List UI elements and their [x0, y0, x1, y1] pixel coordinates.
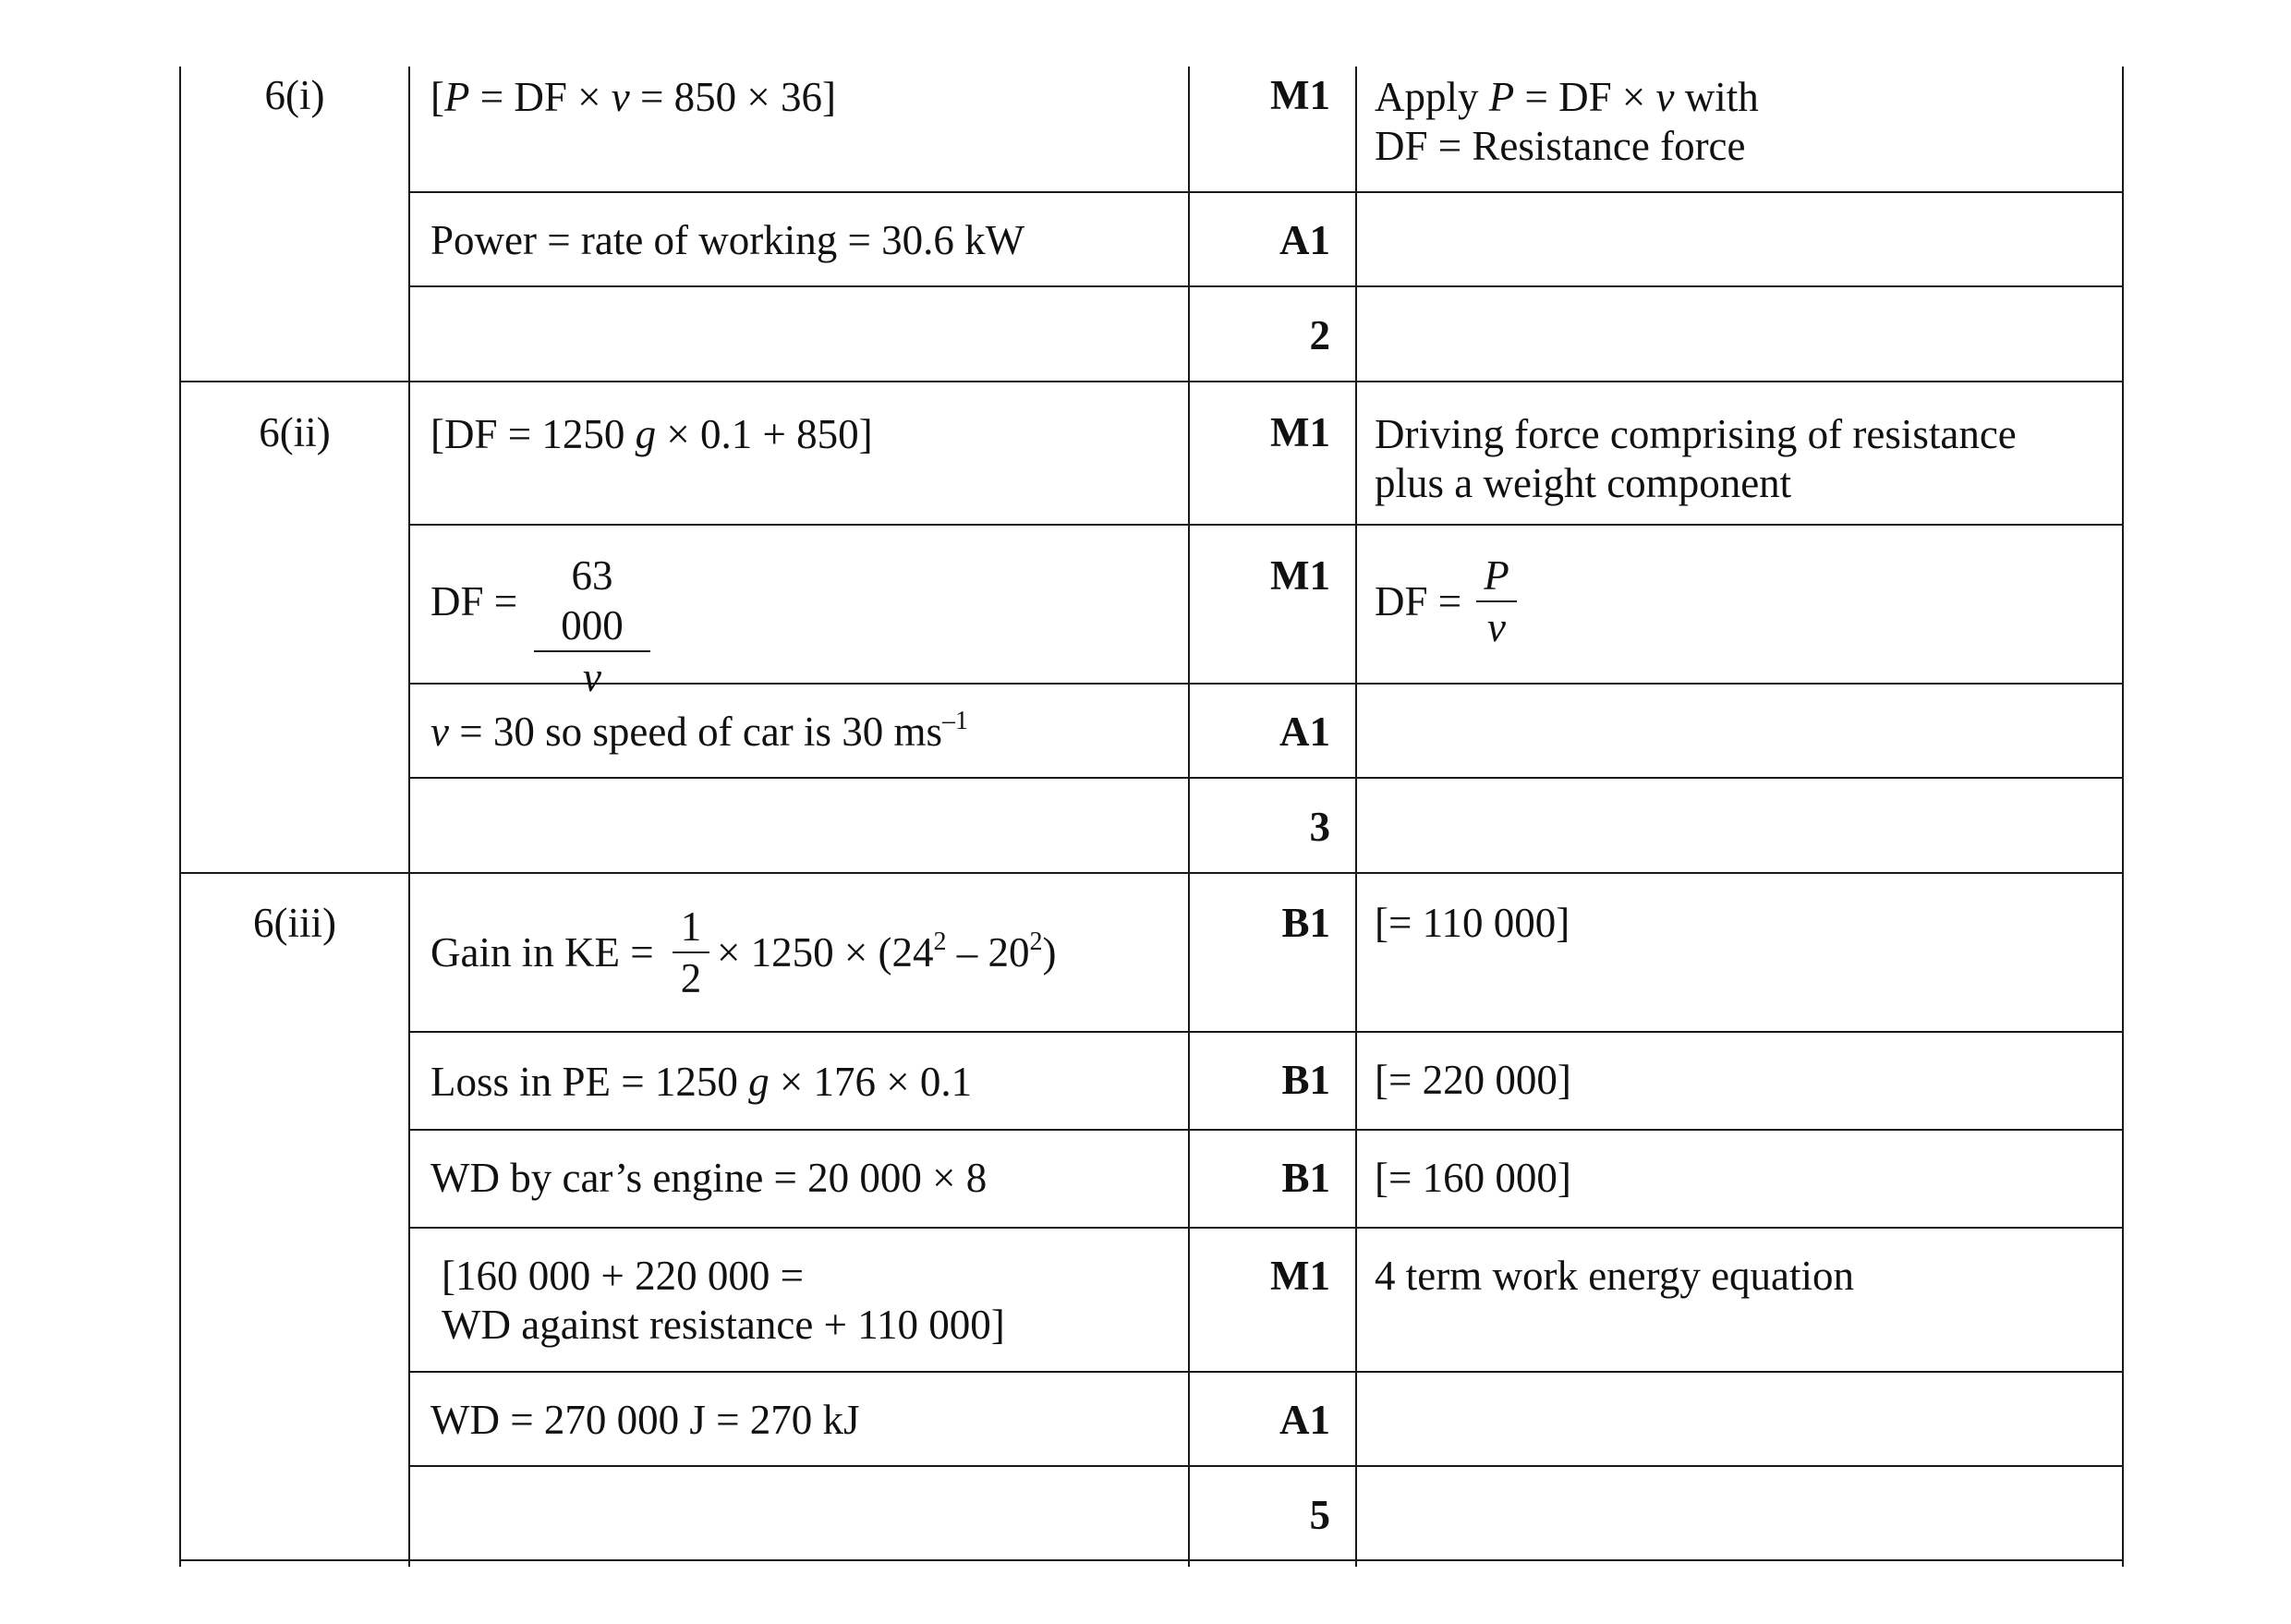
fraction-numerator: P — [1484, 552, 1509, 599]
mark-code: A1 — [1279, 709, 1330, 755]
fraction-denominator: v — [534, 650, 650, 702]
answer-cell — [430, 72, 836, 122]
guidance-cell — [1375, 72, 1759, 122]
row-divider — [408, 683, 2124, 685]
guidance-text: Driving force comprising of resistance — [1375, 411, 2017, 457]
answer-text: Loss in PE = 1250 — [430, 1059, 749, 1105]
row-divider — [408, 777, 2124, 779]
table-border-marks — [1355, 67, 1357, 1567]
answer-superscript: 2 — [1029, 927, 1043, 956]
answer-fraction — [534, 551, 650, 702]
answer-text: × 0.1 + 850] — [656, 411, 873, 457]
table-border-left — [179, 67, 181, 1567]
section-divider — [179, 872, 2124, 874]
table-border-question — [408, 67, 410, 1567]
mark-code: B1 — [1281, 1057, 1330, 1103]
answer-superscript: 2 — [933, 927, 947, 956]
guidance-prefix: DF = — [1375, 578, 1462, 624]
answer-variable: g — [635, 411, 657, 457]
question-number: 6(iii) — [253, 900, 336, 946]
answer-cell — [717, 927, 1057, 984]
answer-variable: v — [611, 74, 630, 120]
answer-variable: g — [748, 1059, 770, 1105]
row-divider — [408, 1129, 2124, 1131]
answer-text: [160 000 + 220 000 = — [442, 1253, 804, 1299]
guidance-text: Apply — [1375, 74, 1489, 120]
guidance-text: = DF × — [1514, 74, 1656, 120]
row-divider — [408, 1227, 2124, 1229]
answer-prefix: DF = — [430, 578, 518, 624]
answer-text: [DF = 1250 — [430, 411, 636, 457]
answer-cell — [430, 1057, 972, 1107]
answer-cell: WD = 270 000 J = 270 kJ — [430, 1397, 860, 1443]
mark-code: M1 — [1270, 72, 1330, 118]
mark-total: 2 — [1309, 312, 1330, 358]
fraction-numerator: 63 000 — [561, 552, 624, 648]
row-divider — [408, 1371, 2124, 1373]
guidance-text: 4 term work energy equation — [1375, 1253, 1855, 1299]
fraction-numerator: 1 — [680, 903, 702, 950]
mark-code: M1 — [1270, 552, 1330, 599]
answer-fraction — [673, 902, 709, 1003]
answer-text: – 20 — [946, 929, 1030, 976]
row-divider — [408, 285, 2124, 287]
mark-total: 3 — [1309, 804, 1330, 850]
answer-cell: Power = rate of working = 30.6 kW — [430, 217, 1025, 263]
table-border-right — [2122, 67, 2124, 1567]
mark-code: A1 — [1279, 1397, 1330, 1443]
answer-text: × 176 × 0.1 — [769, 1059, 973, 1105]
mark-code: M1 — [1270, 409, 1330, 455]
guidance-text: [= 160 000] — [1375, 1155, 1571, 1201]
mark-code: B1 — [1281, 900, 1330, 946]
mark-code: M1 — [1270, 1253, 1330, 1299]
section-divider — [179, 381, 2124, 382]
guidance-text: [= 220 000] — [1375, 1057, 1571, 1103]
question-number: 6(i) — [264, 72, 325, 118]
answer-text: [ — [430, 74, 444, 120]
question-number: 6(ii) — [259, 409, 331, 455]
row-divider — [408, 191, 2124, 193]
answer-text: = 850 × 36] — [629, 74, 837, 120]
answer-text: = DF × — [469, 74, 612, 120]
guidance-fraction — [1476, 551, 1517, 652]
answer-cell — [430, 409, 873, 459]
row-divider — [408, 524, 2124, 526]
mark-code: B1 — [1281, 1155, 1330, 1201]
mark-total: 5 — [1309, 1492, 1330, 1538]
answer-variable: P — [444, 74, 470, 120]
guidance-variable: P — [1488, 74, 1515, 120]
guidance-variable: v — [1655, 74, 1675, 120]
answer-text: WD against resistance + 110 000] — [442, 1302, 1005, 1348]
table-border-bottom — [179, 1559, 2124, 1561]
fraction-denominator: 2 — [673, 951, 709, 1003]
answer-text: × 1250 × (24 — [717, 929, 934, 976]
answer-cell — [430, 707, 968, 763]
mark-code: A1 — [1279, 217, 1330, 263]
answer-text: ) — [1042, 929, 1057, 976]
answer-superscript: –1 — [942, 707, 969, 735]
answer-cell: WD by car’s engine = 20 000 × 8 — [430, 1155, 988, 1201]
fraction-denominator: v — [1476, 600, 1517, 652]
guidance-text: with — [1674, 74, 1759, 120]
guidance-text: plus a weight component — [1375, 460, 1792, 506]
answer-prefix: Gain in KE = — [430, 929, 654, 976]
row-divider — [408, 1465, 2124, 1467]
row-divider — [408, 1031, 2124, 1033]
guidance-text: [= 110 000] — [1375, 900, 1570, 946]
guidance-text: DF = Resistance force — [1375, 123, 1746, 169]
answer-variable: v — [430, 709, 449, 755]
answer-text: = 30 so speed of car is 30 ms — [448, 709, 943, 755]
